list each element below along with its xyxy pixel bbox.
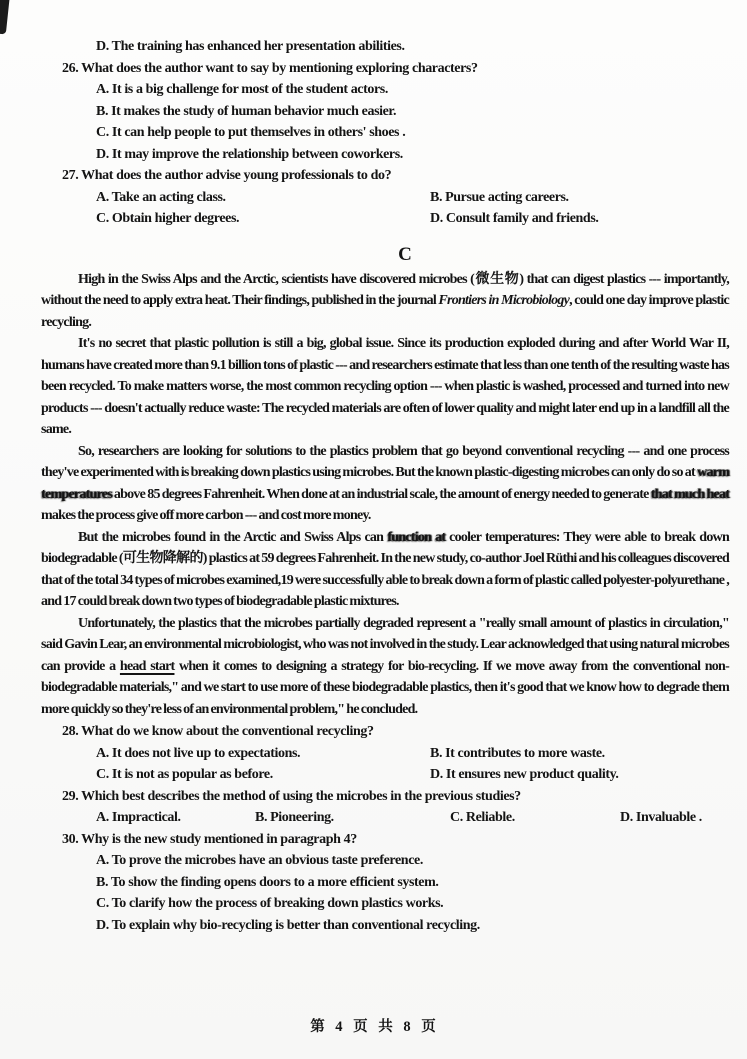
question-28-options-row-2 [41,764,729,786]
question-29-option-d: D. Invaluable . [620,810,702,825]
passage-paragraph-3 [41,441,729,527]
question-27-options-row-2 [41,208,729,230]
question-28-stem: 28. What do we know about the conventional recycling? [62,724,374,739]
question-27-option-a: A. Take an acting class. [96,189,226,205]
question-27-options-row-1 [41,187,729,209]
question-28-option-c: C. It is not as popular as before. [96,767,273,782]
question-27-option-d: D. Consult family and friends. [430,211,599,226]
question-30-option-c: C. To clarify how the process of breaking down plastics works. [96,896,444,911]
journal-name-italic: Frontiers in Microbiology [438,293,570,308]
paragraph-text: , could one day improve plastic recycling. [41,293,729,330]
paragraph-text: High in the Swiss Alps and the Arctic, scientists have discovered microbes (微生物) that can digest plastics --- importantly, without the need to apply extra heat. Their findings, published in the journal [41,271,729,308]
page-number-footer: 第 4 页 共 8 页 [310,1018,437,1035]
page-content [41,36,729,936]
paragraph-text: cooler temperatures: They were able to break down biodegradable (可生物降解的) plastics at 59 degrees Fahrenheit. In the new study, co-author Joel Rüthi and his colleagues discovered that of the total 34 types of microbes examined,19 were successfully able to break down a form of plastic called polyester-polyurethane , and 17 could break down two types of biodegradable plastic mixtures. [41,529,729,609]
question-27-option-b: B. Pursue acting careers. [430,189,569,205]
question-28-option-d: D. It ensures new product quality. [430,767,619,782]
question-29-stem: 29. Which best describes the method of using the microbes in the previous studies? [62,788,521,804]
question-28-option-b: B. It contributes to more waste. [430,745,605,761]
paragraph-text: Unfortunately, the plastics that the microbes partially degraded represent a "really small amount of plastics in circulation," said Gavin Lear, an environmental microbiologist, who was not involved in the study. Lear acknowledged that using natural microbes can provide a [41,615,729,674]
question-30-option-d: D. To explain why bio-recycling is better than conventional recycling. [96,917,480,933]
question-block-bottom [41,721,729,936]
question-25-option-d: D. The training has enhanced her presentation abilities. [96,39,405,54]
scan-corner-artifact [0,0,10,34]
question-26-option-a: A. It is a big challenge for most of the student actors. [96,82,388,97]
paragraph-text: It's no secret that plastic pollution is still a big, global issue. Since its production exploded during and after World War II, humans have created more than 9.1 billion tons of plastic --- and researchers estimate that less than one tenth of the resulting waste has been recycled. To make matters worse, the most common recycling option --- when plastic is washed, processed and turned into new products --- doesn't actually reduce waste: The recycled materials are often of lower quality and might later end up in a landfill all the same. [41,336,729,437]
question-29-option-a: A. Impractical. [96,810,181,825]
question-29-option-b: B. Pioneering. [255,810,334,825]
passage-paragraph-1 [41,269,729,334]
smudged-text: function at [387,529,446,545]
smudged-text: that much heat [650,486,729,502]
smudged-text: warm temperatures [41,465,729,502]
paragraph-text: So, researchers are looking for solutions to the plastics problem that go beyond conventional recycling --- and one process they've experimented with is breaking down plastics using microbes. But the known plastic-digesting microbes can only do so at [41,443,729,480]
paragraph-text: above 85 degrees Fahrenheit. When done at an industrial scale, the amount of energy needed to generate [111,486,651,502]
paragraph-text: But the microbes found in the Arctic and Swiss Alps can [78,529,388,545]
paragraph-text: makes the process give off more carbon --- and cost more money. [41,508,371,523]
question-26-stem: 26. What does the author want to say by mentioning exploring characters? [62,60,478,76]
question-26-option-c: C. It can help people to put themselves in others' shoes . [96,125,406,140]
question-29-option-c: C. Reliable. [450,810,515,825]
passage-paragraph-5 [41,613,729,721]
question-26-option-d: D. It may improve the relationship between coworkers. [96,146,403,162]
passage-paragraph-2 [41,333,729,441]
question-28-options-row-1 [41,743,729,765]
question-29-options-row [41,807,729,829]
question-27-option-c: C. Obtain higher degrees. [96,211,240,226]
underlined-phrase-head-start: head start [119,658,175,674]
question-block-top [41,36,729,230]
passage-section-label: C [398,243,412,265]
question-30-option-a: A. To prove the microbes have an obvious taste preference. [96,853,423,868]
question-30-stem: 30. Why is the new study mentioned in paragraph 4? [62,831,357,847]
question-27-stem: 27. What does the author advise young professionals to do? [62,168,392,183]
question-28-option-a: A. It does not live up to expectations. [96,745,301,761]
question-30-option-b: B. To show the finding opens doors to a more efficient system. [96,874,439,890]
passage-paragraph-4 [41,527,729,613]
question-26-option-b: B. It makes the study of human behavior much easier. [96,103,397,119]
paragraph-text: when it comes to designing a strategy for bio-recycling. If we move away from the conventional non-biodegradable materials," and we start to use more of these biodegradable plastics, then it's good that we know how to degrade them more quickly so they're less of an environmental problem," he concluded. [41,658,729,717]
